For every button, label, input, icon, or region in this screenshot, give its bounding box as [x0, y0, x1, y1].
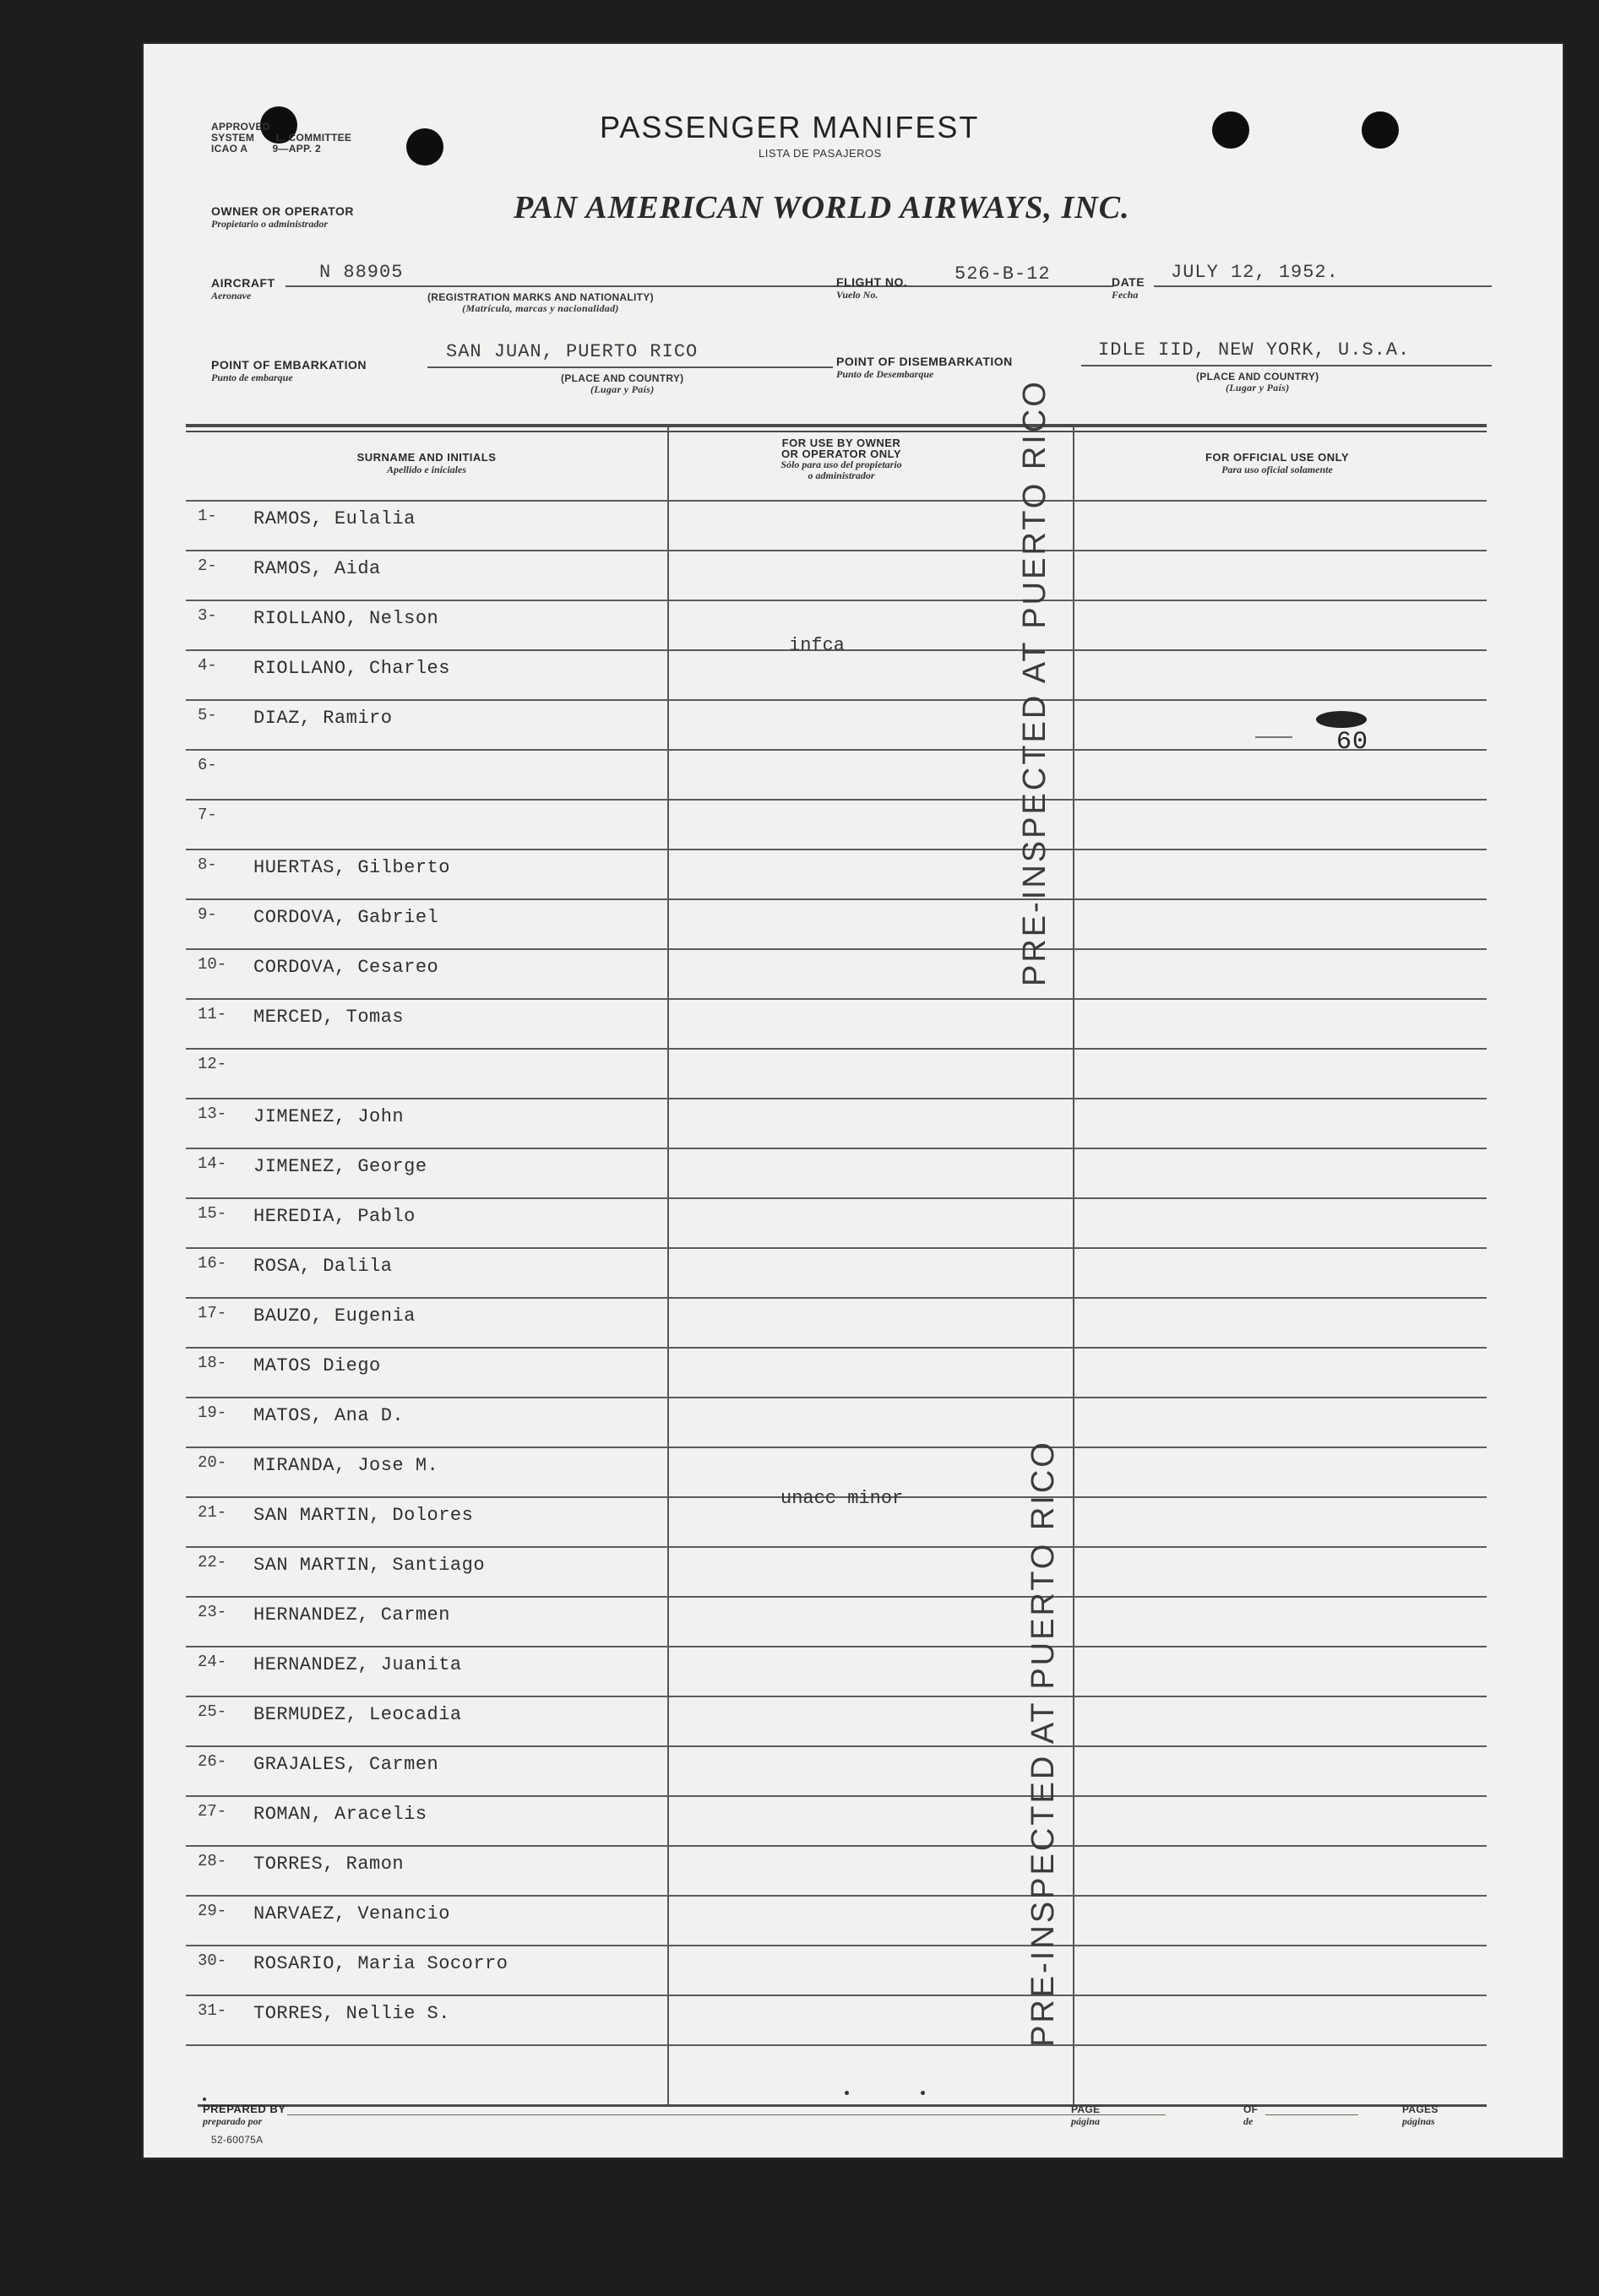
row-divider — [186, 550, 1487, 551]
prepared-by-underline — [287, 2114, 1166, 2115]
passenger-name: TORRES, Ramon — [253, 1854, 405, 1875]
row-divider — [186, 799, 1487, 801]
embark-place-label: (PLACE AND COUNTRY) — [561, 372, 684, 384]
row-divider — [186, 1596, 1487, 1598]
disembark-place-caption — [1196, 372, 1319, 394]
col-header-official-label: FOR OFFICIAL USE ONLY — [1205, 451, 1350, 464]
owner-label-es: Propietario o administrador — [211, 218, 329, 230]
passenger-name: DIAZ, Ramiro — [253, 708, 393, 729]
registration-label-es: (Matrícula, marcas y nacionalidad) — [462, 302, 619, 314]
row-divider — [186, 1347, 1487, 1349]
row-number: 28- — [198, 1852, 227, 1870]
row-divider — [186, 2044, 1487, 2046]
row-number: 21- — [198, 1503, 227, 1522]
page-label-block — [1071, 2104, 1100, 2128]
row-number: 7- — [198, 806, 217, 824]
embark-place-label-es: (Lugar y País) — [590, 383, 655, 395]
row-number: 2- — [198, 556, 217, 575]
column-divider-1 — [667, 427, 669, 2104]
row-number: 30- — [198, 1951, 227, 1970]
col-header-surname-label: SURNAME AND INITIALS — [356, 451, 497, 464]
row-divider — [186, 1745, 1487, 1747]
flight-label: FLIGHT NO. — [836, 275, 908, 289]
pages-label-es: páginas — [1402, 2115, 1435, 2127]
row-divider — [186, 1945, 1487, 1946]
flight-label-es: Vuelo No. — [836, 289, 878, 301]
committee-text: L. COMMITTEE — [275, 132, 352, 144]
row-divider — [186, 1197, 1487, 1199]
pages-label-block — [1402, 2104, 1439, 2128]
embark-label: POINT OF EMBARKATION — [211, 358, 367, 372]
punch-hole — [1362, 111, 1399, 149]
row-number: 12- — [198, 1055, 227, 1073]
embark-underline — [427, 366, 833, 368]
passenger-name: BERMUDEZ, Leocadia — [253, 1704, 462, 1725]
row-divider — [186, 1795, 1487, 1797]
row-number: 16- — [198, 1254, 227, 1273]
owner-note-row21: unacc minor — [780, 1488, 904, 1509]
disembark-place-label-es: (Lugar y País) — [1225, 382, 1290, 394]
row-number: 8- — [198, 855, 217, 874]
col-header-official-label-es: Para uso oficial solamente — [1221, 464, 1333, 475]
punch-hole — [1212, 111, 1249, 149]
row-number: 11- — [198, 1005, 227, 1023]
row-number: 18- — [198, 1354, 227, 1372]
row-divider — [186, 1397, 1487, 1398]
col-header-surname-label-es: Apellido e iniciales — [387, 464, 466, 475]
preinspected-stamp-lower: PRE-INSPECTED AT PUERTO RICO — [1025, 1440, 1061, 2047]
row-number: 26- — [198, 1752, 227, 1771]
passenger-name: RIOLLANO, Nelson — [253, 608, 439, 629]
embark-label-es: Punto de embarque — [211, 372, 293, 383]
row-number: 24- — [198, 1653, 227, 1671]
of-underline — [1265, 2114, 1358, 2115]
ink-blot — [1316, 711, 1367, 728]
disembark-label-block — [836, 355, 1013, 381]
page-label: PAGE — [1071, 2103, 1101, 2115]
icao-text: ICAO A — [211, 143, 248, 155]
row-number: 15- — [198, 1204, 227, 1223]
col-header-official — [1074, 451, 1480, 476]
passenger-name: CORDOVA, Cesareo — [253, 957, 439, 978]
passenger-name: MIRANDA, Jose M. — [253, 1455, 439, 1476]
passenger-name: JIMENEZ, George — [253, 1156, 427, 1177]
embark-label-block — [211, 358, 367, 384]
prepared-by-block — [203, 2103, 286, 2128]
flight-underline — [919, 285, 1113, 287]
date-label: DATE — [1112, 275, 1145, 289]
row-number: 1- — [198, 507, 217, 525]
row-number: 10- — [198, 955, 227, 974]
punch-hole — [406, 128, 443, 166]
passenger-name: HERNANDEZ, Juanita — [253, 1654, 462, 1675]
row-number: 23- — [198, 1603, 227, 1621]
official-note-row5: 60 — [1336, 728, 1369, 757]
embark-place-caption — [561, 373, 683, 395]
row-divider — [186, 1098, 1487, 1099]
owner-label-block — [211, 204, 354, 231]
row-number: 4- — [198, 656, 217, 675]
date-label-es: Fecha — [1112, 289, 1139, 301]
passenger-name: HUERTAS, Gilberto — [253, 857, 450, 878]
passenger-name: RIOLLANO, Charles — [253, 658, 450, 679]
disembark-place-label: (PLACE AND COUNTRY) — [1196, 371, 1319, 383]
row-divider — [186, 1447, 1487, 1448]
row-divider — [186, 1995, 1487, 1996]
of-label-block — [1243, 2104, 1258, 2128]
manifest-sheet — [144, 44, 1563, 2158]
row-divider — [186, 948, 1487, 950]
col-header-owner-line2: OR OPERATOR ONLY — [780, 448, 902, 460]
row-number: 29- — [198, 1902, 227, 1920]
row-divider — [186, 699, 1487, 701]
approved-text: APPROVED — [211, 121, 270, 133]
date-value: JULY 12, 1952. — [1171, 262, 1339, 283]
row-number: 20- — [198, 1453, 227, 1472]
row-divider — [186, 998, 1487, 1000]
row-divider — [186, 1148, 1487, 1149]
prepared-by-label: PREPARED BY — [203, 2103, 286, 2115]
passenger-name: ROSA, Dalila — [253, 1256, 393, 1277]
passenger-name: MATOS, Ana D. — [253, 1405, 405, 1426]
row-divider — [186, 1048, 1487, 1050]
row-number: 17- — [198, 1304, 227, 1322]
aircraft-value: N 88905 — [319, 262, 404, 283]
row-divider — [186, 898, 1487, 900]
col-header-surname — [186, 451, 667, 476]
row-divider — [186, 1696, 1487, 1697]
row-divider — [186, 1546, 1487, 1548]
row-divider — [186, 1297, 1487, 1299]
row-number: 9- — [198, 905, 217, 924]
passenger-name: HEREDIA, Pablo — [253, 1206, 416, 1227]
aircraft-label: AIRCRAFT — [211, 276, 275, 290]
passenger-name: HERNANDEZ, Carmen — [253, 1604, 450, 1626]
date-underline — [1154, 285, 1492, 287]
owner-note-row3: infca — [789, 635, 846, 656]
ink-dash — [1255, 736, 1292, 738]
disembark-value: IDLE IID, NEW YORK, U.S.A. — [1098, 339, 1411, 361]
passenger-name: MATOS Diego — [253, 1355, 381, 1376]
passenger-name: SAN MARTIN, Santiago — [253, 1555, 486, 1576]
row-divider — [186, 749, 1487, 751]
table-top-rule-2 — [186, 431, 1487, 432]
passenger-name: TORRES, Nellie S. — [253, 2003, 450, 2024]
passenger-name: BAUZO, Eugenia — [253, 1305, 416, 1327]
registration-caption — [427, 292, 654, 314]
system-text: SYSTEM — [211, 132, 255, 144]
row-number: 3- — [198, 606, 217, 625]
disembark-label-es: Punto de Desembarque — [836, 368, 934, 380]
row-number: 25- — [198, 1702, 227, 1721]
passenger-name: JIMENEZ, John — [253, 1106, 405, 1127]
form-number: 52-60075A — [211, 2134, 264, 2146]
flight-value: 526-B-12 — [955, 263, 1051, 285]
dot — [845, 2091, 849, 2095]
page-label-es: página — [1071, 2115, 1101, 2127]
passenger-name: CORDOVA, Gabriel — [253, 907, 439, 928]
disembark-label: POINT OF DISEMBARKATION — [836, 355, 1013, 368]
aircraft-label-es: Aeronave — [211, 290, 252, 301]
prepared-by-label-es: preparado por — [203, 2115, 263, 2127]
date-label-block — [1112, 275, 1145, 301]
preinspected-stamp-upper: PRE-INSPECTED AT PUERTO RICO — [1017, 379, 1052, 986]
passenger-name: MERCED, Tomas — [253, 1007, 405, 1028]
row-divider — [186, 849, 1487, 850]
row-number: 14- — [198, 1154, 227, 1173]
of-label-es: de — [1243, 2115, 1254, 2127]
dot — [921, 2091, 925, 2095]
dot — [203, 2098, 206, 2101]
embark-value: SAN JUAN, PUERTO RICO — [446, 341, 699, 362]
column-divider-2 — [1073, 427, 1074, 2104]
row-number: 19- — [198, 1403, 227, 1422]
aircraft-label-block — [211, 276, 275, 302]
row-number: 22- — [198, 1553, 227, 1571]
passenger-name: GRAJALES, Carmen — [253, 1754, 439, 1775]
header-separator — [186, 500, 1487, 502]
row-divider — [186, 1845, 1487, 1847]
passenger-name: ROSARIO, Maria Socorro — [253, 1953, 509, 1974]
row-divider — [186, 1895, 1487, 1897]
passenger-name: NARVAEZ, Venancio — [253, 1903, 450, 1924]
registration-label: (REGISTRATION MARKS AND NATIONALITY) — [427, 291, 654, 303]
row-number: 27- — [198, 1802, 227, 1821]
passenger-name: RAMOS, Eulalia — [253, 508, 416, 529]
col-header-owner-line1: FOR USE BY OWNER — [781, 437, 901, 449]
page-title-es: LISTA DE PASAJEROS — [759, 147, 882, 160]
table-top-rule — [186, 424, 1487, 427]
page-title: PASSENGER MANIFEST — [600, 110, 980, 144]
disembark-underline — [1081, 365, 1492, 366]
airline-name: PAN AMERICAN WORLD AIRWAYS, INC. — [514, 190, 1130, 225]
row-divider — [186, 1646, 1487, 1647]
flight-label-block — [836, 275, 907, 301]
app-text: 9—APP. 2 — [272, 143, 321, 155]
pages-label: PAGES — [1402, 2103, 1439, 2115]
passenger-name: SAN MARTIN, Dolores — [253, 1505, 474, 1526]
row-number: 31- — [198, 2001, 227, 2020]
approval-block — [211, 122, 351, 155]
col-header-owner — [669, 437, 1014, 481]
row-number: 13- — [198, 1105, 227, 1123]
col-header-owner-es2: o administrador — [808, 470, 875, 481]
owner-label: OWNER OR OPERATOR — [211, 204, 354, 218]
passenger-name: ROMAN, Aracelis — [253, 1804, 427, 1825]
col-header-owner-es1: Sólo para uso del propietario — [780, 459, 902, 470]
row-number: 5- — [198, 706, 217, 725]
of-label: OF — [1243, 2103, 1259, 2115]
table-bottom-rule — [198, 2104, 1487, 2107]
row-divider — [186, 600, 1487, 601]
passenger-name: RAMOS, Aida — [253, 558, 381, 579]
row-divider — [186, 1247, 1487, 1249]
row-number: 6- — [198, 756, 217, 774]
